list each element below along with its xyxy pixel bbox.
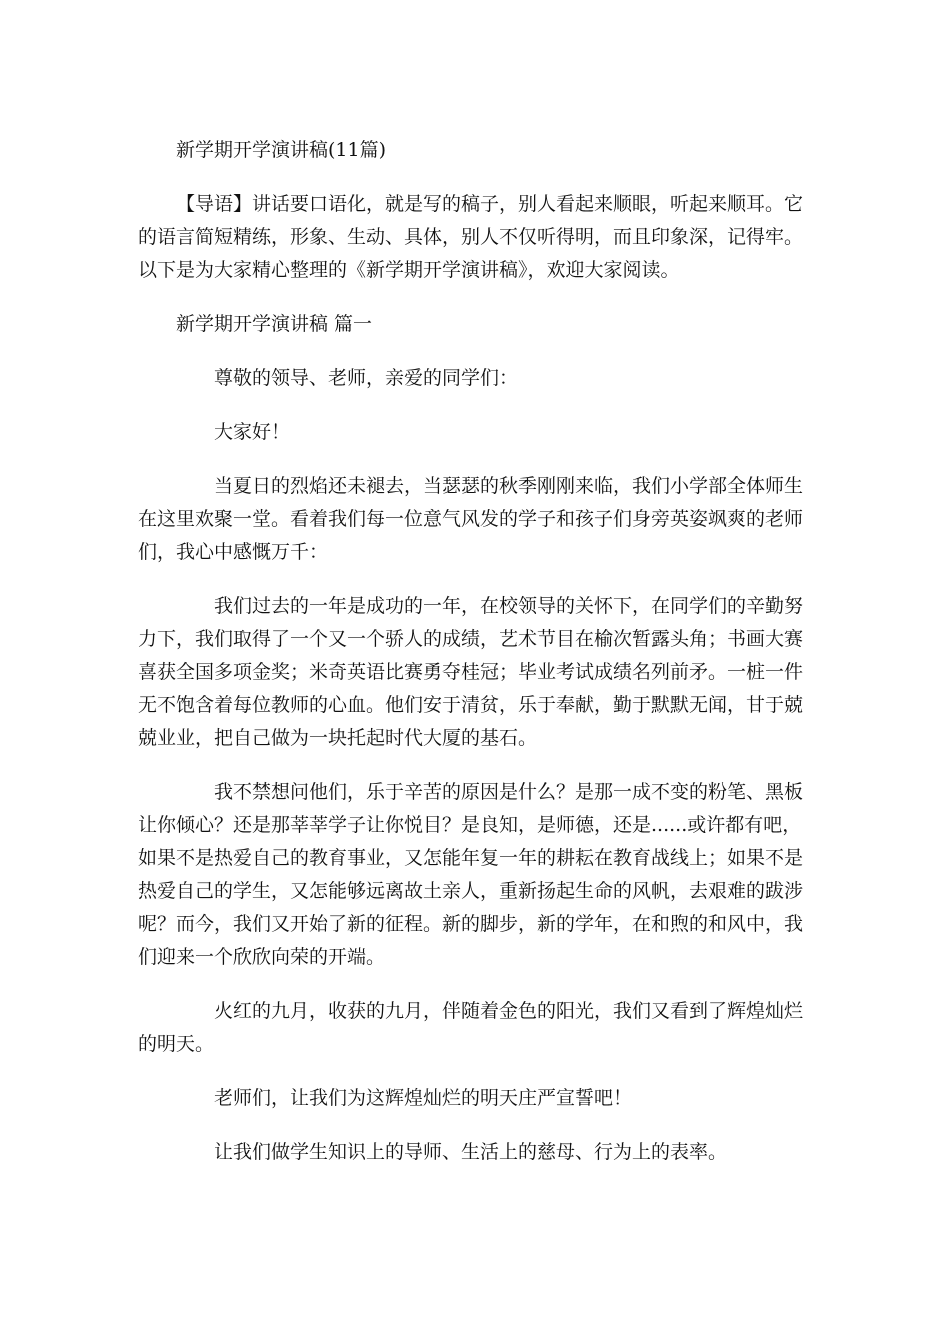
section-heading: 新学期开学演讲稿 篇一 bbox=[176, 313, 373, 335]
paragraph-2-line-5: 兢业业，把自己做为一块托起时代大厦的基石。 bbox=[138, 727, 538, 749]
salutation: 尊敬的领导、老师，亲爱的同学们： bbox=[214, 367, 519, 389]
paragraph-2-line-4: 无不饱含着每位教师的心血。他们安于清贫，乐于奉献，勤于默默无闻，甘于兢 bbox=[138, 694, 804, 716]
paragraph-3-line-3: 如果不是热爱自己的教育事业，又怎能年复一年的耕耘在教育战线上；如果不是 bbox=[138, 847, 804, 869]
paragraph-3-line-6: 们迎来一个欣欣向荣的开端。 bbox=[138, 946, 386, 968]
paragraph-1-line-3: 们，我心中感慨万千： bbox=[138, 541, 329, 563]
paragraph-1-line-1: 当夏日的烈焰还未褪去，当瑟瑟的秋季刚刚来临，我们小学部全体师生 bbox=[214, 475, 804, 497]
paragraph-4-line-1: 火红的九月，收获的九月，伴随着金色的阳光，我们又看到了辉煌灿烂 bbox=[214, 1000, 804, 1022]
intro-line-2: 的语言简短精练，形象、生动、具体，别人不仅听得明，而且印象深，记得牢。 bbox=[138, 226, 804, 248]
paragraph-2-line-3: 喜获全国多项金奖；米奇英语比赛勇夺桂冠；毕业考试成绩名列前矛。一桩一件 bbox=[138, 661, 804, 683]
greeting: 大家好！ bbox=[214, 421, 291, 443]
intro-line-1: 【导语】讲话要口语化，就是写的稿子，别人看起来顺眼，听起来顺耳。它 bbox=[176, 193, 804, 215]
paragraph-3-line-4: 热爱自己的学生，又怎能够远离故土亲人，重新扬起生命的风帆，去艰难的跋涉 bbox=[138, 880, 804, 902]
paragraph-3-line-5: 呢？而今，我们又开始了新的征程。新的脚步，新的学年，在和煦的和风中，我 bbox=[138, 913, 804, 935]
paragraph-2-line-2: 力下，我们取得了一个又一个骄人的成绩，艺术节目在榆次暂露头角；书画大赛 bbox=[138, 628, 804, 650]
paragraph-5: 老师们，让我们为这辉煌灿烂的明天庄严宣誓吧！ bbox=[214, 1087, 633, 1109]
paragraph-2-line-1: 我们过去的一年是成功的一年，在校领导的关怀下，在同学们的辛勤努 bbox=[214, 595, 804, 617]
paragraph-3-line-2: 让你倾心？还是那莘莘学子让你悦目？是良知，是师德，还是......或许都有吧， bbox=[138, 814, 802, 836]
document-title: 新学期开学演讲稿(11篇) bbox=[176, 139, 387, 161]
paragraph-4-line-2: 的明天。 bbox=[138, 1033, 215, 1055]
paragraph-1-line-2: 在这里欢聚一堂。看着我们每一位意气风发的学子和孩子们身旁英姿飒爽的老师 bbox=[138, 508, 804, 530]
intro-line-3: 以下是为大家精心整理的《新学期开学演讲稿》，欢迎大家阅读。 bbox=[138, 259, 680, 281]
paragraph-6: 让我们做学生知识上的导师、生活上的慈母、行为上的表率。 bbox=[214, 1141, 728, 1163]
paragraph-3-line-1: 我不禁想问他们，乐于辛苦的原因是什么？是那一成不变的粉笔、黑板 bbox=[214, 781, 804, 803]
